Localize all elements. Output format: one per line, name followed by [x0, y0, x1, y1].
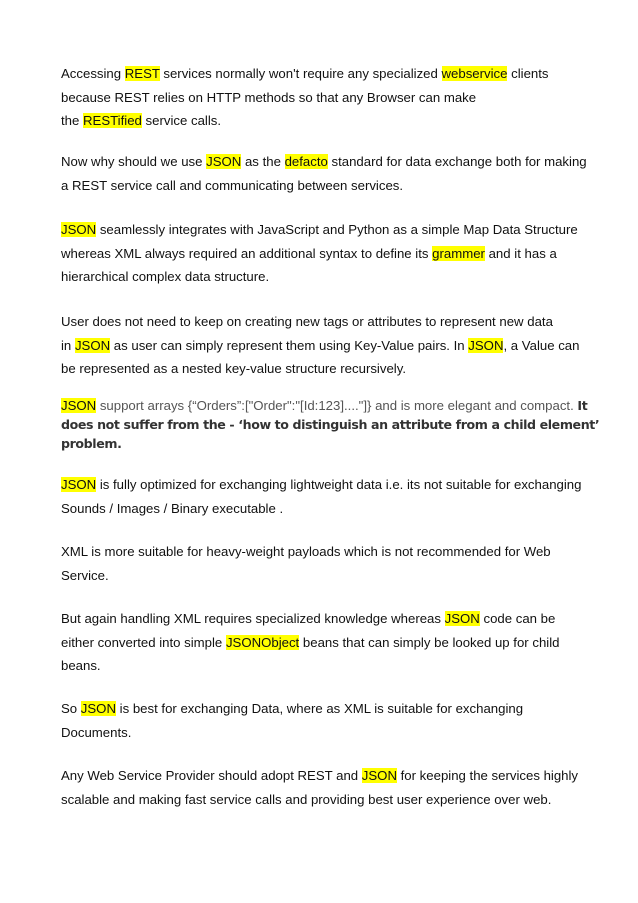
highlighted-term: JSON — [206, 154, 242, 169]
text-line — [61, 497, 601, 521]
text-line — [61, 396, 601, 415]
text-run: is fully optimized for exchanging lightweight data i.e. its not suitable for exchanging — [96, 477, 582, 492]
text-line — [61, 540, 601, 564]
text-run: standard for data exchange both for making — [327, 154, 587, 169]
highlighted-term: RESTified — [83, 113, 142, 128]
text-line — [61, 654, 601, 678]
text-run: support arrays {“Orders”:["Order":"[Id:123]...."]} and is more elegant and compact. — [96, 398, 578, 413]
text-run: clients — [507, 66, 549, 81]
highlighted-term: JSON — [61, 398, 97, 413]
highlighted-term: JSON — [74, 337, 111, 353]
paragraph — [61, 697, 601, 744]
text-run: in — [61, 337, 75, 353]
text-line — [61, 334, 601, 358]
text-run: , a Value can — [503, 337, 580, 353]
text-line — [61, 607, 601, 631]
paragraph — [61, 473, 601, 520]
text-run: beans. — [61, 658, 101, 673]
highlighted-term: JSON — [61, 222, 97, 237]
paragraph — [61, 150, 601, 197]
text-line — [61, 174, 601, 198]
text-run: Documents. — [61, 724, 132, 740]
text-run: a REST service call and communicating between services. — [61, 177, 404, 193]
bold-text: It — [577, 398, 588, 413]
paragraph — [61, 764, 601, 811]
highlighted-term: REST — [124, 66, 160, 81]
text-line — [61, 150, 601, 174]
text-line — [61, 764, 601, 788]
text-run: seamlessly integrates with JavaScript and Python as a simple Map Data Structure — [96, 222, 578, 237]
highlighted-term: JSON — [61, 477, 97, 492]
highlighted-term: JSONObject — [225, 634, 300, 650]
text-run: hierarchical complex data structure. — [61, 269, 270, 284]
text-line — [61, 564, 601, 588]
text-run: scalable and making fast service calls and providing best user experience over web. — [61, 791, 552, 807]
paragraph — [61, 310, 601, 381]
text-run: for keeping the services highly — [396, 768, 579, 783]
text-line — [61, 415, 601, 434]
text-line — [61, 62, 601, 86]
text-run: XML is more suitable for heavy-weight payloads which is not recommended for Web — [61, 544, 551, 559]
text-run: Accessing — [61, 66, 125, 81]
text-run: Service. — [61, 567, 109, 583]
text-run: either converted into simple — [61, 634, 226, 650]
text-line — [61, 788, 601, 812]
bold-text: does not suffer from the - ‘how to distinguish an attribute from a child element’ — [61, 417, 600, 432]
highlighted-term: defacto — [284, 154, 328, 169]
highlighted-term: JSON — [80, 701, 116, 716]
text-run: is best for exchanging Data, where as XML is suitable for exchanging — [115, 701, 524, 716]
text-run: because REST relies on HTTP methods so that any Browser can make — [61, 89, 477, 105]
text-line — [61, 310, 601, 334]
paragraph — [61, 62, 601, 133]
text-run: the — [61, 113, 83, 128]
text-run: and it has a — [484, 245, 557, 261]
highlighted-term: JSON — [468, 337, 504, 353]
highlighted-term: JSON — [361, 768, 397, 783]
text-line — [61, 697, 601, 721]
text-line — [61, 631, 601, 655]
text-line — [61, 218, 601, 242]
text-run: beans that can simply be looked up for child — [299, 634, 560, 650]
text-run: as user can simply represent them using Key-Value pairs. In — [110, 337, 469, 353]
text-run: User does not need to keep on creating new tags or attributes to represent new data — [61, 314, 553, 329]
text-line — [61, 357, 601, 381]
text-run: Sounds / Images / Binary executable . — [61, 500, 284, 516]
text-run: whereas XML always required an additional syntax to define its — [61, 245, 433, 261]
highlighted-term: JSON — [444, 611, 480, 626]
text-line — [61, 242, 601, 266]
text-run: as the — [241, 154, 285, 169]
paragraph — [61, 540, 601, 587]
text-run: So — [61, 701, 81, 716]
text-line — [61, 473, 601, 497]
paragraph — [61, 218, 601, 289]
text-run: Any Web Service Provider should adopt REST and — [61, 768, 362, 783]
text-line — [61, 265, 601, 289]
text-run: be represented as a nested key-value structure recursively. — [61, 361, 406, 376]
paragraph — [61, 396, 601, 453]
text-run: service calls. — [141, 113, 222, 128]
text-run: services normally won't require any specialized — [159, 66, 442, 81]
text-run: Now why should we use — [61, 154, 207, 169]
text-line — [61, 109, 601, 133]
text-run: code can be — [479, 611, 556, 626]
text-line — [61, 434, 601, 453]
highlighted-term: webservice — [441, 66, 508, 81]
highlighted-term: grammer — [432, 245, 485, 261]
text-run: But again handling XML requires specialized knowledge whereas — [61, 611, 445, 626]
paragraph — [61, 607, 601, 678]
text-line — [61, 86, 601, 110]
text-line — [61, 721, 601, 745]
bold-text: problem. — [61, 436, 122, 451]
